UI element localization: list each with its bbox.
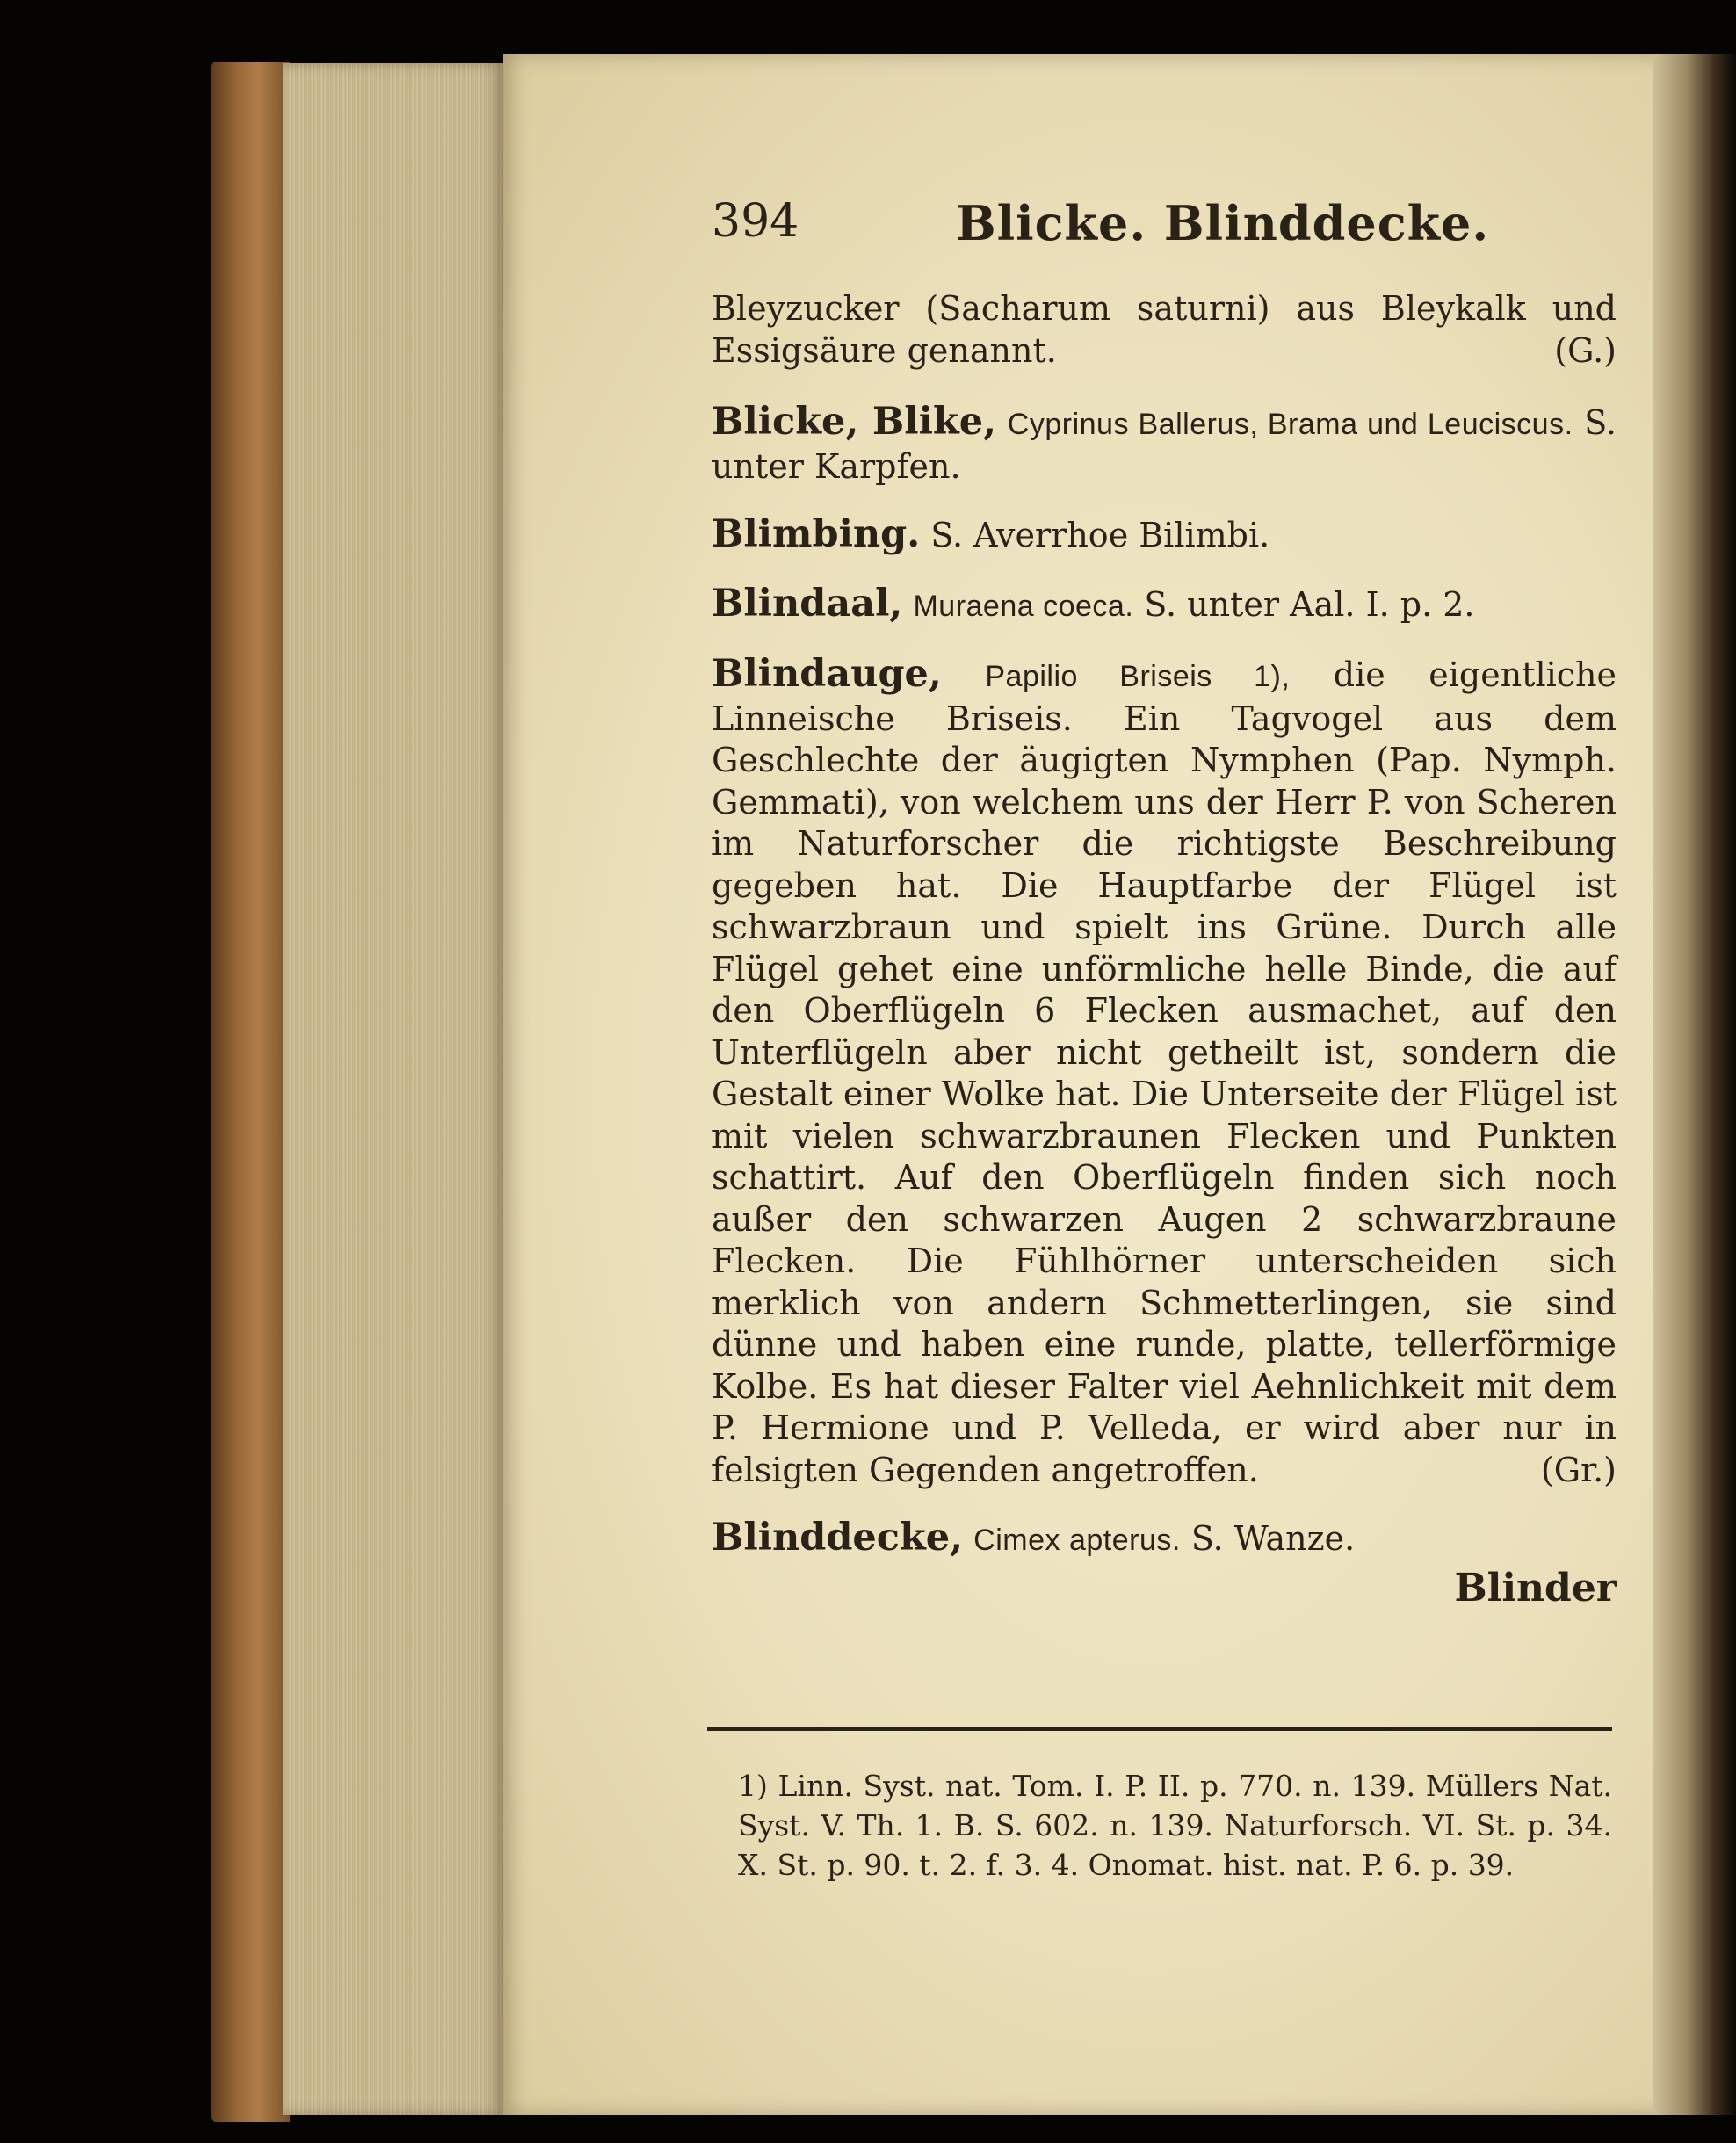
entry-text: S. unter Aal. I. p. 2. xyxy=(1144,584,1475,624)
entry-blicke xyxy=(712,402,1617,488)
page-header xyxy=(712,195,1617,257)
latin-name: Cimex apterus. xyxy=(973,1524,1181,1557)
footnote-rule xyxy=(707,1727,1612,1731)
headword: Blicke, Blike, xyxy=(712,400,997,444)
entry-text: S. Wanze. xyxy=(1190,1519,1356,1558)
entry-blindauge xyxy=(712,654,1617,1491)
latin-name: Papilio Briseis 1), xyxy=(985,660,1291,693)
headword: Blindaal, xyxy=(712,581,903,626)
headword: Blindauge, xyxy=(712,652,942,696)
entry-blinddecke xyxy=(712,1517,1617,1562)
source-mark: (Gr.) xyxy=(1540,1450,1617,1489)
entry-text: S. Averrhoe Bilimbi. xyxy=(930,516,1270,554)
page-number: 394 xyxy=(712,195,799,248)
book-cover xyxy=(211,62,290,2122)
continuation-body: Bleyzucker (Sacharum saturni) aus Bleykalk und Essigsäure genannt. xyxy=(712,289,1617,370)
latin-name: Cyprinus Ballerus, Brama und Leuciscus. xyxy=(1007,408,1573,441)
entry-text: die eigentliche Linneische Briseis. Ein Tagvogel aus dem Geschlechte der äugigten Nymphen (Pap. Nymph. Gemmati), von welchem uns der Herr P. von Scheren im Naturforscher die richtigste Beschreibung gegeben hat. Die Hauptfarbe der Flügel ist schwarzbraun und spielt ins Grüne. Durch alle Flügel gehet eine unförmliche helle Binde, die auf den Oberflügeln 6 Flecken ausmachet, auf den Unterflügeln aber nicht getheilt ist, sondern die Gestalt einer Wolke hat. Die Unterseite der Flügel ist mit vielen schwarzbraunen Flecken und Punkten schattirt. Auf den Oberflügeln finden sich noch außer den schwarzen Augen 2 schwarzbraune Flecken. Die Fühlhörner unterscheiden sich merklich von andern Schmetterlingen, sie sind dünne und haben eine runde, platte, tellerförmige Kolbe. Es hat dieser Falter viel Aehnlichkeit mit dem P. Hermione und P. Velleda, er wird aber nur in felsigten Gegenden angetroffen. xyxy=(712,655,1617,1489)
running-head: Blicke. Blinddecke. xyxy=(956,195,1490,251)
headword: Blimbing. xyxy=(712,512,921,556)
footnote: 1) Linn. Syst. nat. Tom. I. P. II. p. 770. n. 139. Müllers Nat. Syst. V. Th. 1. B. S. 602. n. 139. Naturforsch. VI. St. p. 34. X. St. p. 90. t. 2. f. 3. 4. Onomat. hist. nat. P. 6. p. 39. xyxy=(738,1769,1612,1882)
continuation-text xyxy=(712,288,1617,372)
page-gutter xyxy=(1653,54,1736,2115)
catchword: Blinder xyxy=(1454,1565,1617,1611)
entry-blindaal xyxy=(712,583,1617,628)
source-mark: (G.) xyxy=(1554,330,1617,370)
entry-text: S. unter Karpfen. xyxy=(712,403,1617,486)
page-edges xyxy=(283,63,503,2115)
entry-blimbing xyxy=(712,514,1617,557)
page-body xyxy=(712,288,1617,1609)
headword: Blinddecke, xyxy=(712,1516,964,1560)
latin-name: Muraena coeca. xyxy=(913,589,1134,623)
